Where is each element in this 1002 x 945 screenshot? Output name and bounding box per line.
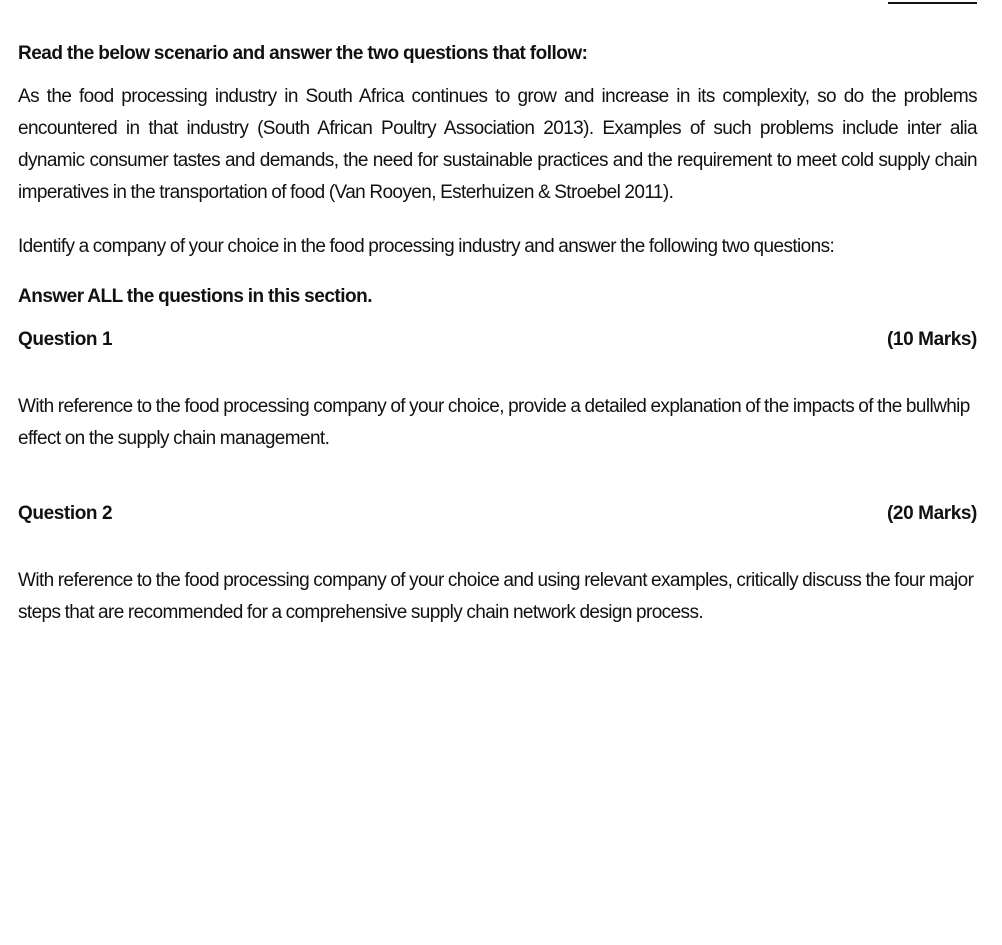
question-1-label: Question 1 (18, 329, 113, 350)
question-2-marks: (20 Marks) (887, 503, 977, 524)
page-top-border-mark (888, 0, 977, 4)
instruction-heading: Read the below scenario and answer the two questions that follow: (18, 43, 588, 64)
section-note: Answer ALL the questions in this section. (18, 286, 372, 307)
scenario-paragraph: As the food processing industry in South Africa continues to grow and increase in its complexity, so do the problems encountered in that industry (South African Poultry Association 2013). Examples of such problems include inter alia dynamic consumer tastes and demands, the need for sustainable practices and the requirement to meet cold supply chain imperatives in the transportation of food (Van Rooyen, Esterhuizen & Stroebel 2011). (18, 86, 977, 203)
question-2-label: Question 2 (18, 503, 113, 524)
document-page (18, 0, 977, 945)
question-2-text: With reference to the food processing company of your choice and using relevant examples, critically discuss the four major steps that are recommended for a comprehensive supply chain network design process. (18, 570, 974, 623)
question-1-text: With reference to the food processing company of your choice, provide a detailed explanation of the impacts of the bullwhip effect on the supply chain management. (18, 396, 970, 449)
question-2-header (18, 503, 977, 525)
task-instruction: Identify a company of your choice in the food processing industry and answer the following two questions: (18, 236, 835, 257)
question-1-marks: (10 Marks) (887, 329, 977, 350)
question-1-header (18, 329, 977, 351)
